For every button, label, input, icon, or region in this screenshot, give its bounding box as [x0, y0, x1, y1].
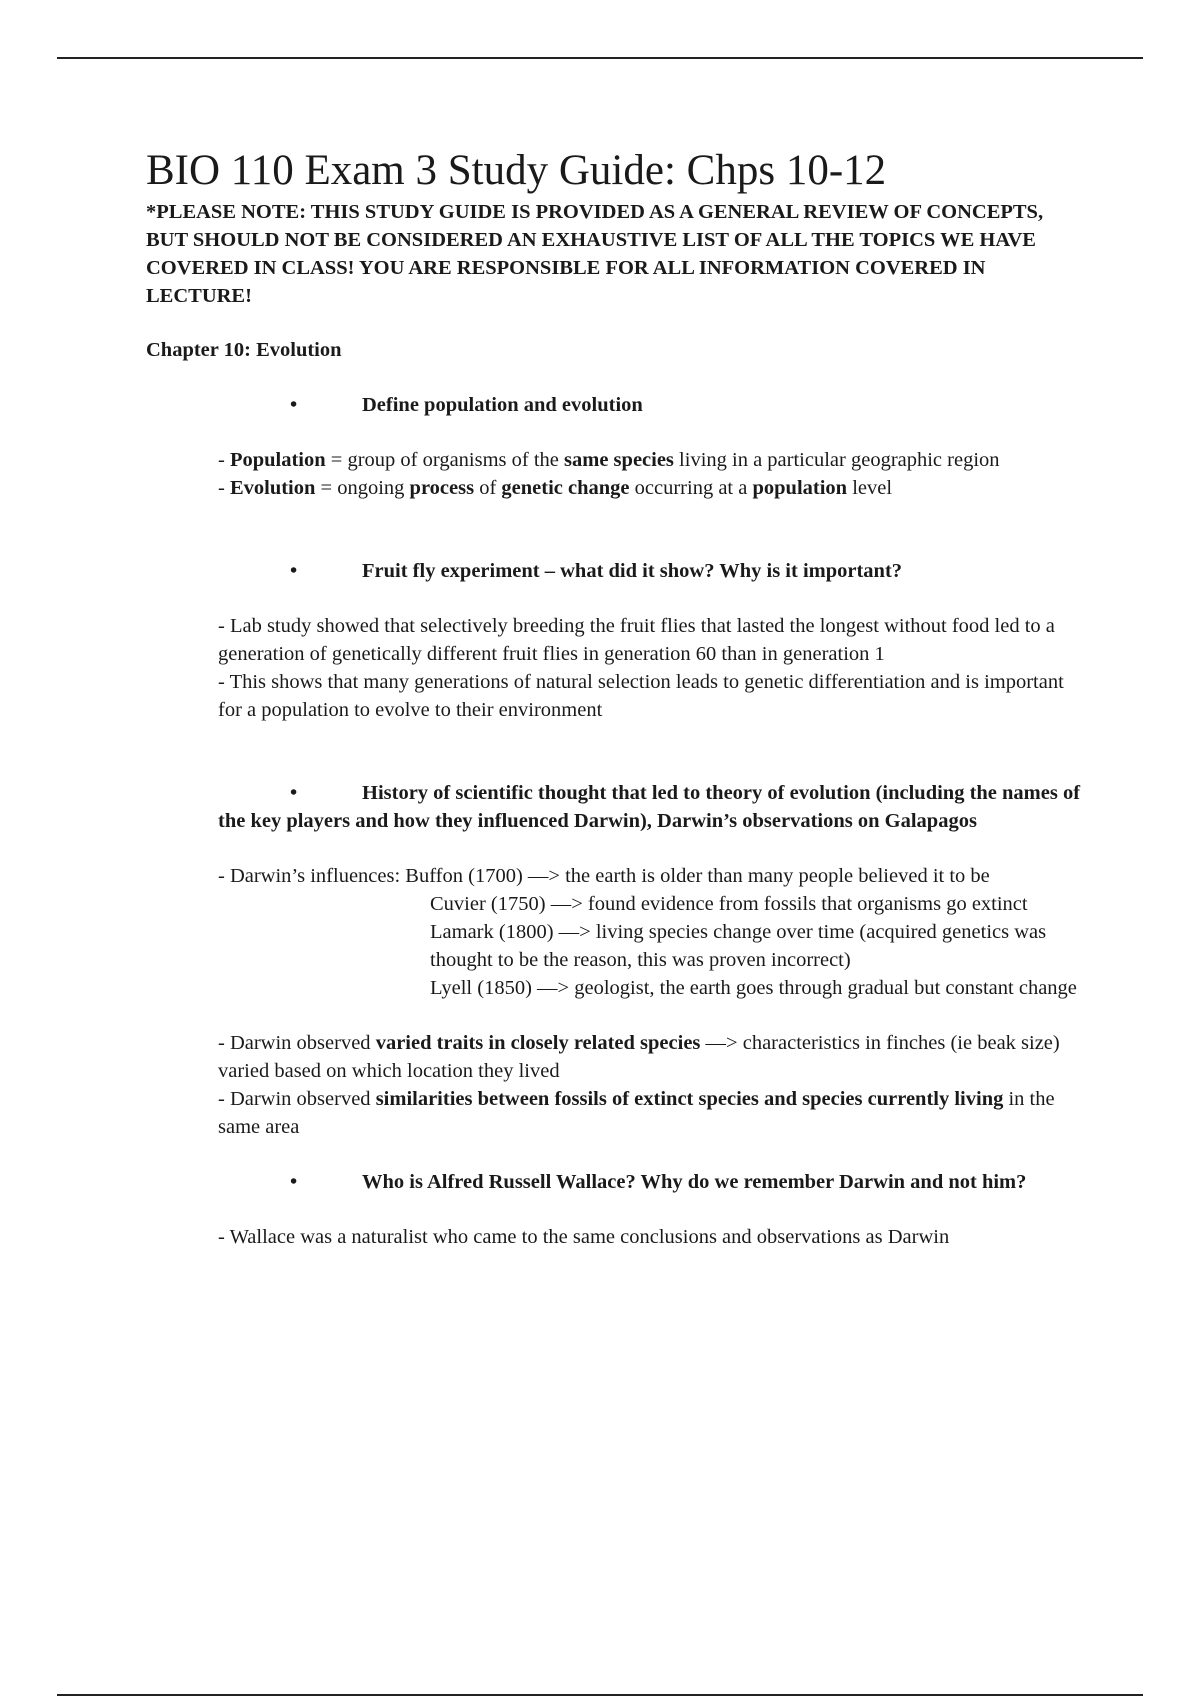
- section-fruit-fly: [218, 557, 1088, 724]
- study-guide-notice: *PLEASE NOTE: THIS STUDY GUIDE IS PROVIDED AS A GENERAL REVIEW OF CONCEPTS, BUT SHOULD NOT BE CONSIDERED AN EXHAUSTIVE LIST OF ALL THE TOPICS WE HAVE COVERED IN CLASS! YOU ARE RESPONSIBLE FOR ALL INFORMATION COVERED IN LECTURE!: [146, 201, 1044, 307]
- section-heading-text: Who is Alfred Russell Wallace? Why do we remember Darwin and not him?: [362, 1171, 1027, 1193]
- influence-text: Lamark (1800) —> living species change over time (acquired genetics was thought to be the reason, this was proven incorrect): [430, 921, 1047, 971]
- top-rule: [57, 57, 1143, 59]
- emphasized-text: varied traits in closely related species: [375, 1032, 701, 1054]
- body-line: [218, 446, 1088, 474]
- section-define-population: [218, 391, 1088, 502]
- document-page: [146, 146, 1086, 1251]
- text-run: -: [218, 477, 230, 499]
- body-line: [218, 1029, 1088, 1085]
- body-line: [218, 668, 1088, 724]
- text-run: level: [847, 477, 893, 499]
- section-history: [218, 779, 1088, 1141]
- emphasized-text: Evolution: [229, 477, 316, 499]
- text-run: - Darwin observed: [218, 1088, 376, 1110]
- influence-text: Cuvier (1750) —> found evidence from fossils that organisms go extinct: [430, 893, 1028, 915]
- emphasized-text: process: [409, 477, 475, 499]
- bullet-icon: •: [290, 782, 298, 804]
- text-run: = ongoing: [315, 477, 410, 499]
- emphasized-text: similarities between fossils of extinct species and species currently living: [375, 1088, 1004, 1110]
- bullet-icon: •: [290, 394, 298, 416]
- influence-line: [218, 862, 1088, 890]
- text-run: - Wallace was a naturalist who came to the same conclusions and observations as Darwin: [218, 1226, 950, 1248]
- body-line: [218, 1085, 1088, 1141]
- text-run: —> characteristics in finches (ie beak size) varied based on which location they lived: [218, 1032, 1060, 1082]
- section-heading: [218, 391, 1088, 419]
- bullet-icon: •: [290, 1171, 298, 1193]
- emphasized-text: genetic change: [501, 477, 630, 499]
- influence-line: [218, 918, 1088, 974]
- influence-text: Buffon (1700) —> the earth is older than many people believed it to be: [405, 865, 990, 887]
- text-run: living in a particular geographic region: [673, 449, 1000, 471]
- influence-text: Lyell (1850) —> geologist, the earth goes through gradual but constant change: [430, 977, 1077, 999]
- section-heading: [218, 1168, 1088, 1196]
- section-heading-text: Define population and evolution: [362, 394, 643, 416]
- text-run: - Lab study showed that selectively breeding the fruit flies that lasted the longest without food led to a generation of genetically different fruit flies in generation 60 than in generation 1: [218, 615, 1055, 665]
- text-run: -: [218, 449, 230, 471]
- body-line: [218, 1223, 1088, 1251]
- chapter-heading: Chapter 10: Evolution: [146, 339, 342, 361]
- influence-prefix: - Darwin’s influences:: [218, 865, 406, 887]
- body-line: [218, 612, 1088, 668]
- body-line: [218, 474, 1088, 502]
- emphasized-text: Population: [229, 449, 326, 471]
- text-run: - This shows that many generations of natural selection leads to genetic differentiation and is important for a population to evolve to their environment: [218, 671, 1064, 721]
- section-heading: [218, 779, 1088, 835]
- section-heading-text: Fruit fly experiment – what did it show? Why is it important?: [362, 560, 903, 582]
- bottom-rule: [57, 1694, 1143, 1696]
- text-run: in the same area: [218, 1088, 1055, 1138]
- text-run: of: [474, 477, 502, 499]
- section-wallace: [218, 1168, 1088, 1251]
- text-run: - Darwin observed: [218, 1032, 376, 1054]
- emphasized-text: population: [752, 477, 848, 499]
- section-heading: [218, 557, 1088, 585]
- text-run: occurring at a: [629, 477, 753, 499]
- emphasized-text: same species: [564, 449, 674, 471]
- bullet-icon: •: [290, 560, 298, 582]
- influence-line: [218, 890, 1088, 918]
- text-run: = group of organisms of the: [325, 449, 565, 471]
- influence-line: [218, 974, 1088, 1002]
- document-title: BIO 110 Exam 3 Study Guide: Chps 10-12: [146, 147, 887, 194]
- section-heading-text: History of scientific thought that led to theory of evolution (including the names of the key players and how they influenced Darwin), Darwin’s observations on Galapagos: [218, 782, 1081, 832]
